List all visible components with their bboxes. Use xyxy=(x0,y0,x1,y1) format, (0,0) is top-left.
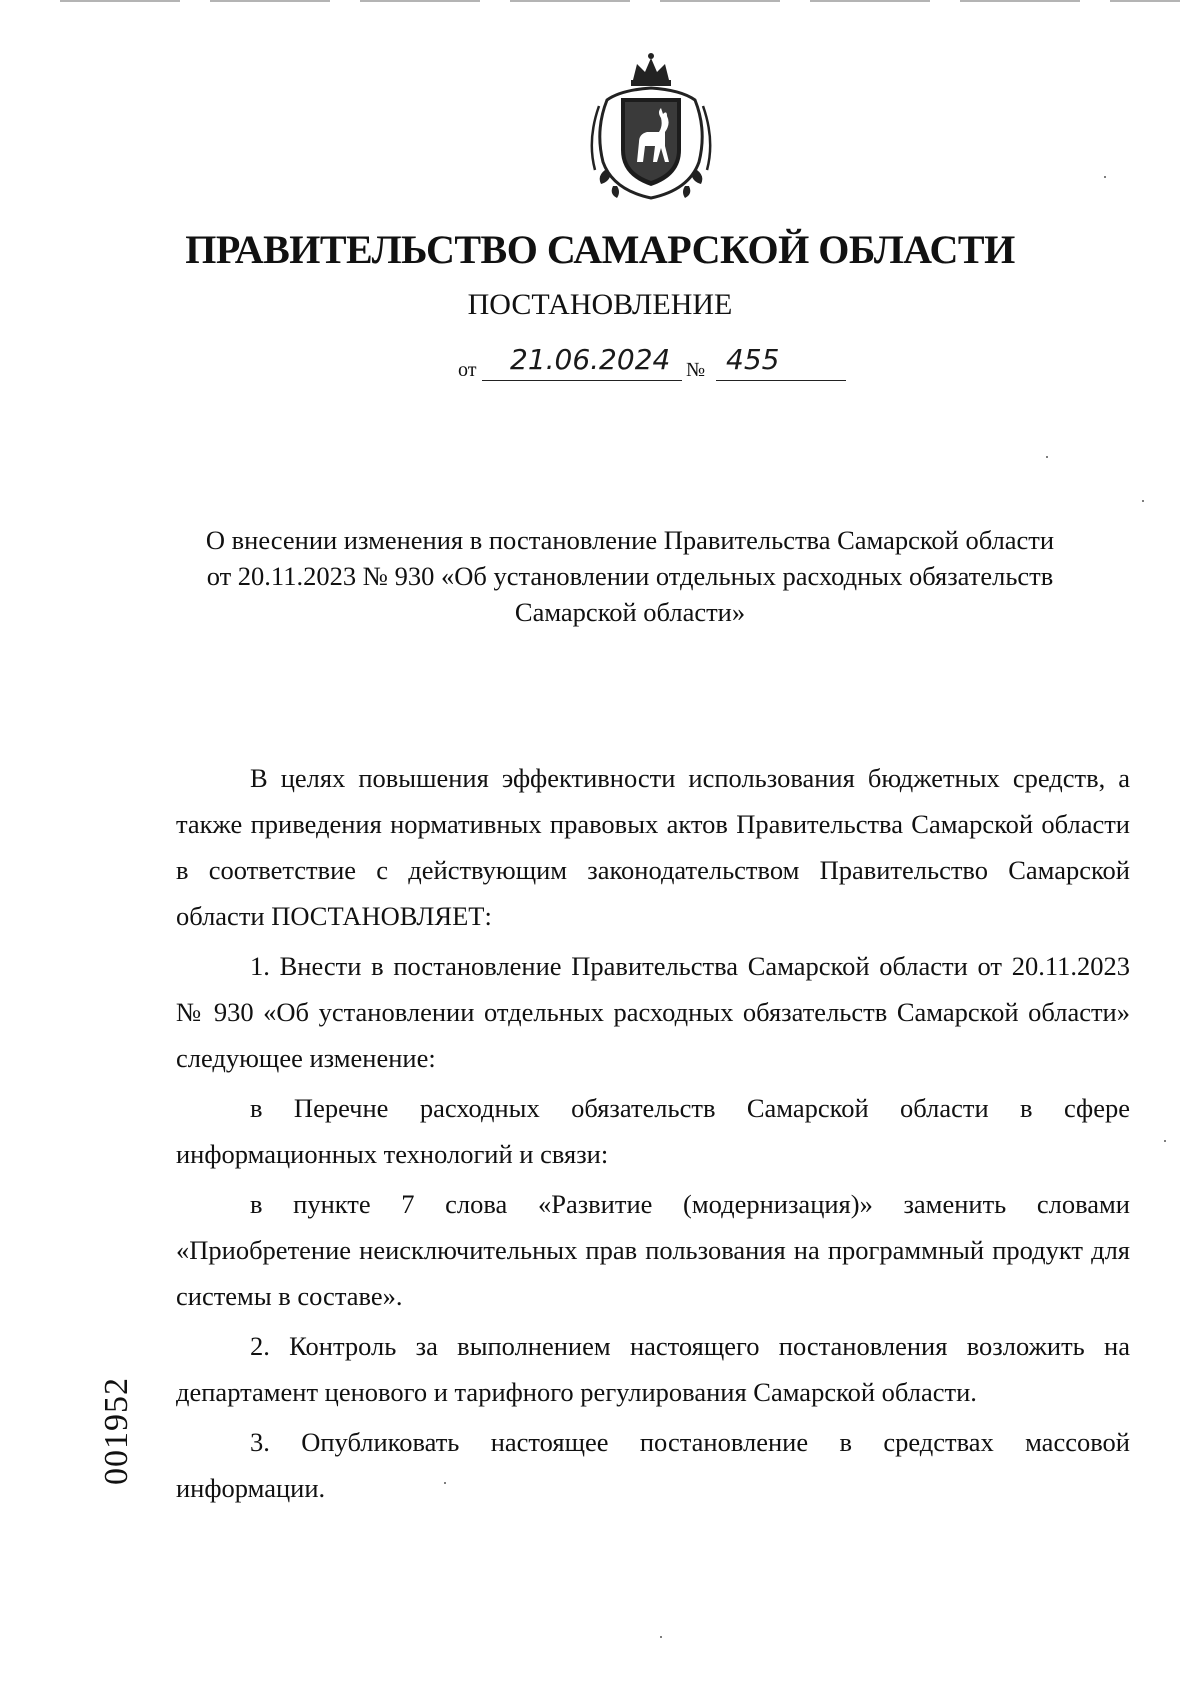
number-field xyxy=(716,340,846,381)
item-2-paragraph: 2. Контроль за выполнением настоящего постановления возложить на департамент ценового и тарифного регулирования Самарской области. xyxy=(176,1331,1130,1407)
item-1-sub-paragraph: в пункте 7 слова «Развитие (модернизация)» заменить словами «Приобретение неисключительных прав пользования на программный продукт для системы в составе». xyxy=(176,1189,1130,1311)
document-body xyxy=(176,755,1130,1515)
subject-line: Самарской области» xyxy=(514,597,746,627)
number-prefix: № xyxy=(686,359,706,381)
date-number-line xyxy=(458,344,848,384)
item-1-paragraph: 1. Внести в постановление Правительства Самарской области от 20.11.2023 № 930 «Об установлении отдельных расходных обязательств Самарской области» следующее изменение: xyxy=(176,951,1130,1073)
organization-title: ПРАВИТЕЛЬСТВО САМАРСКОЙ ОБЛАСТИ xyxy=(185,227,1015,272)
scan-speck xyxy=(1104,176,1106,178)
preamble-paragraph: В целях повышения эффективности использования бюджетных средств, а также приведения нормативных правовых актов Правительства Самарской области в соответствие с действующим законодательством Правительство Самарской области ПОСТАНОВЛЯЕТ: xyxy=(176,763,1130,931)
item-1-sub-paragraph: в Перечне расходных обязательств Самарской области в сфере информационных технологий и связи: xyxy=(176,1093,1130,1169)
date-field xyxy=(482,340,682,381)
item-3-paragraph: 3. Опубликовать настоящее постановление в средствах массовой информации. xyxy=(176,1427,1130,1503)
side-serial-number: 001952 xyxy=(98,1377,135,1485)
scan-speck xyxy=(1142,500,1144,502)
document-type: ПОСТАНОВЛЕНИЕ xyxy=(467,288,733,321)
scan-speck xyxy=(1164,1140,1166,1142)
subject-line: от 20.11.2023 № 930 «Об установлении отдельных расходных обязательств xyxy=(206,561,1054,591)
handwritten-date: 21.06.2024 xyxy=(510,343,671,376)
scan-speck xyxy=(1046,456,1048,458)
scan-edge-artifact xyxy=(60,0,1180,2)
subject-line: О внесении изменения в постановление Правительства Самарской области xyxy=(205,525,1055,555)
samara-coat-of-arms-icon xyxy=(585,50,717,202)
handwritten-number: 455 xyxy=(726,343,780,376)
scan-speck xyxy=(660,1636,662,1638)
scan-speck xyxy=(444,1482,446,1484)
date-prefix: от xyxy=(458,359,477,381)
document-subject xyxy=(150,522,1110,630)
